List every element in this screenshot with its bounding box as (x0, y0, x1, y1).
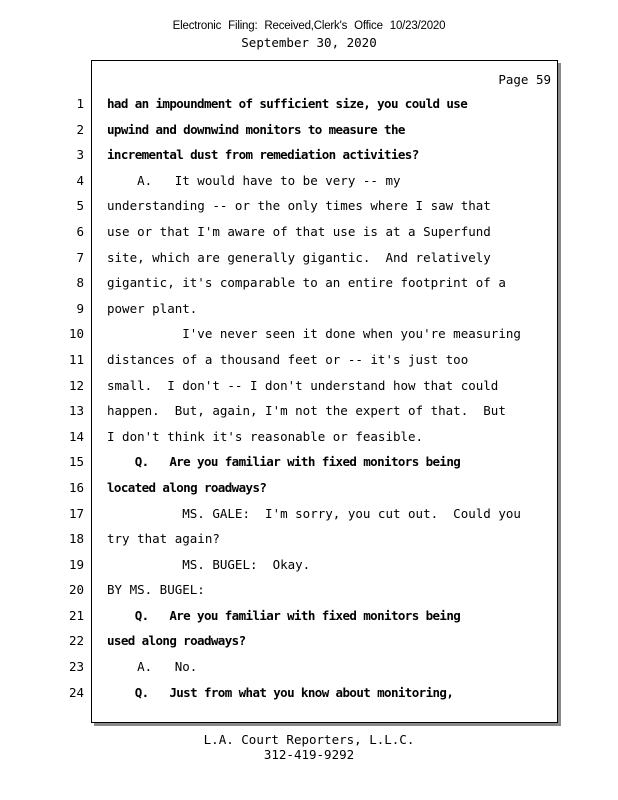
line-number: 18 (68, 531, 84, 547)
transcript-line: understanding -- or the only times where I saw that (107, 198, 491, 214)
line-number: 6 (76, 223, 84, 239)
transcript-line: distances of a thousand feet or -- it's just too (107, 351, 469, 367)
transcript-line: small. I don't -- I don't understand how that could (107, 377, 499, 393)
transcript-line: located along roadways? (107, 479, 267, 495)
transcript-line: use or that I'm aware of that use is at a Superfund (107, 223, 491, 239)
transcript-line: I don't think it's reasonable or feasible. (107, 428, 424, 444)
line-number: 11 (68, 351, 84, 367)
transcript-line: MS. GALE: I'm sorry, you cut out. Could you (107, 505, 521, 521)
line-number: 5 (76, 198, 84, 214)
line-number: 23 (68, 659, 84, 675)
transcript-line: Q. Are you familiar with fixed monitors being (107, 454, 461, 470)
line-number: 17 (68, 505, 84, 521)
transcript-line: power plant. (107, 300, 198, 316)
line-number: 3 (76, 147, 84, 163)
hearing-date: September 30, 2020 (241, 35, 377, 50)
line-number: 19 (68, 556, 84, 572)
line-number: 22 (68, 633, 84, 649)
transcript-line: A. No. (107, 659, 198, 675)
filing-stamp: Electronic Filing: Received,Clerk's Office 10/23/2020 (172, 20, 446, 32)
transcript-line: I've never seen it done when you're measuring (107, 326, 521, 342)
line-number: 2 (76, 121, 84, 137)
line-number: 13 (68, 403, 84, 419)
line-number-column (40, 91, 84, 705)
transcript-line: Q. Are you familiar with fixed monitors being (107, 607, 461, 623)
line-number: 15 (68, 454, 84, 470)
transcript-line: used along roadways? (107, 633, 246, 649)
transcript-line: A. It would have to be very -- my (107, 172, 401, 188)
line-number: 4 (76, 172, 84, 188)
line-number: 8 (76, 275, 84, 291)
line-number: 12 (68, 377, 84, 393)
transcript-line: site, which are generally gigantic. And relatively (107, 249, 491, 265)
court-reporter-name: L.A. Court Reporters, L.L.C. (203, 732, 415, 747)
transcript-line: try that again? (107, 531, 220, 547)
transcript-line: gigantic, it's comparable to an entire footprint of a (107, 275, 506, 291)
page-number: Page 59 (498, 72, 551, 87)
transcript-line: Q. Just from what you know about monitoring, (107, 684, 454, 700)
line-number: 9 (76, 300, 84, 316)
line-number: 10 (68, 326, 84, 342)
transcript-line: had an impoundment of sufficient size, you could use (107, 96, 468, 111)
transcript-line: happen. But, again, I'm not the expert of that. But (107, 403, 506, 419)
line-number: 1 (76, 96, 84, 111)
transcript-line: BY MS. BUGEL: (107, 582, 205, 598)
line-number: 14 (68, 428, 84, 444)
line-number: 24 (68, 684, 84, 700)
line-number: 21 (68, 607, 84, 623)
court-reporter-phone: 312-419-9292 (263, 747, 355, 762)
line-number: 16 (68, 479, 84, 495)
transcript-text (107, 91, 552, 705)
line-number: 20 (68, 582, 84, 598)
line-number: 7 (76, 249, 84, 265)
transcript-line: incremental dust from remediation activities? (107, 147, 419, 163)
transcript-line: upwind and downwind monitors to measure the (107, 121, 405, 137)
transcript-line: MS. BUGEL: Okay. (107, 556, 311, 572)
